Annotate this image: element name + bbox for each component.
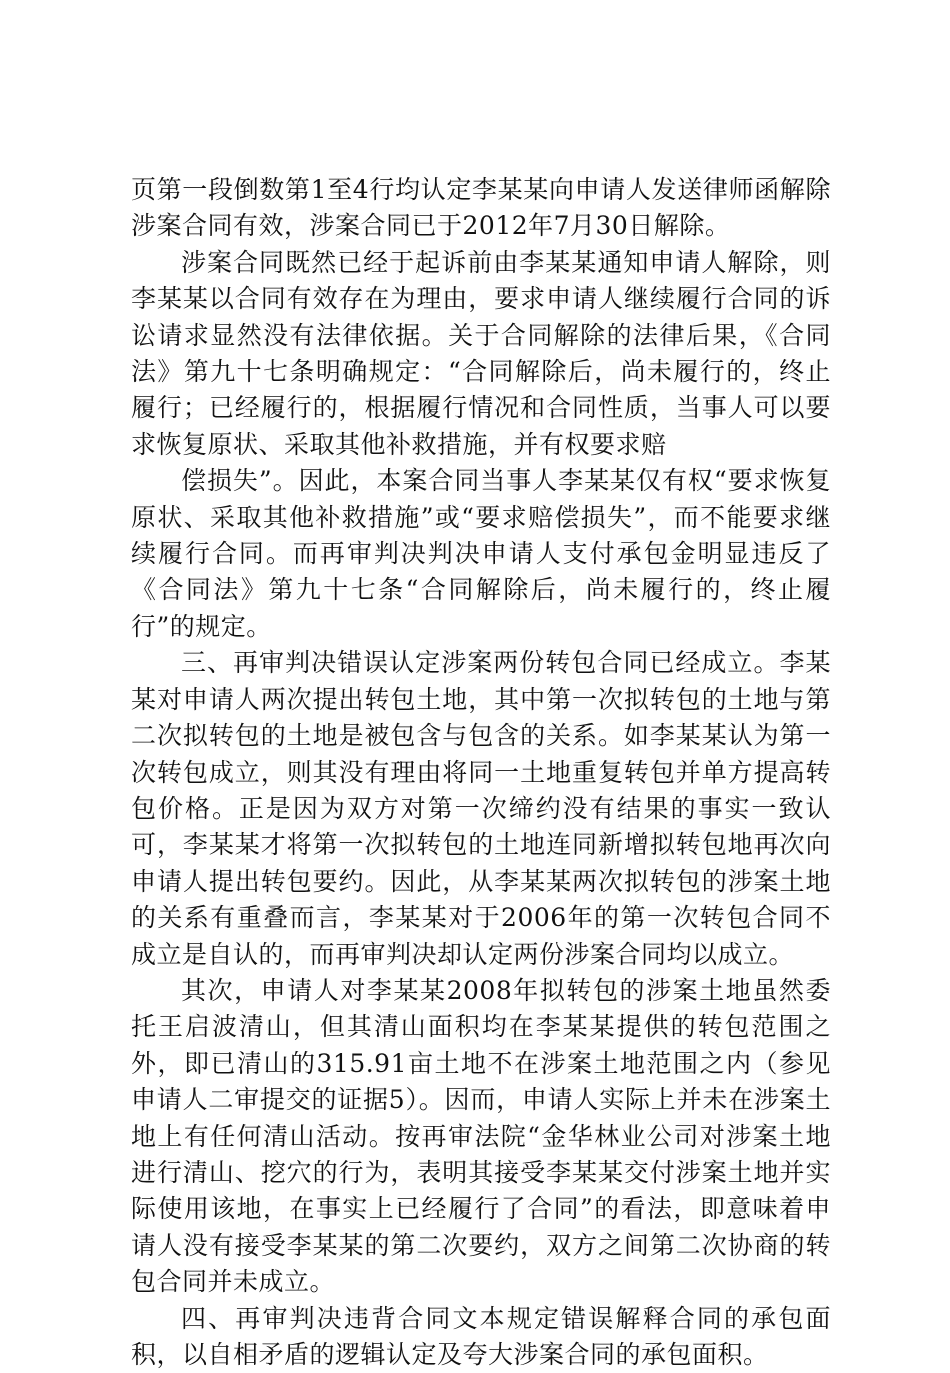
paragraph-damages: 偿损失”。因此，本案合同当事人李某某仅有权“要求恢复原状、采取其他补救措施”或“要求赔偿损失”，而不能要求继续履行合同。而再审判决判决申请人支付承包金明显违反了《合同法》第九十七条“合同解除后，尚未履行的，终止履行”的规定。 [131, 466, 831, 641]
document-body [131, 172, 831, 1373]
paragraph-secondly: 其次，申请人对李某某2008年拟转包的涉案土地虽然委托王启波清山，但其清山面积均在李某某提供的转包范围之外，即已清山的315.91亩土地不在涉案土地范围之内（参见申请人二审提交的证据5）。因而，申请人实际上并未在涉案土地上有任何清山活动。按再审法院“金华林业公司对涉案土地进行清山、挖穴的行为，表明其接受李某某交付涉案土地并实际使用该地，在事实上已经履行了合同”的看法，即意味着申请人没有接受李某某的第二次要约，双方之间第二次协商的转包合同并未成立。 [131, 975, 831, 1297]
paragraph-point-four: 四、再审判决违背合同文本规定错误解释合同的承包面积，以自相矛盾的逻辑认定及夸大涉案合同的承包面积。 [131, 1303, 831, 1369]
paragraph-point-three: 三、再审判决错误认定涉案两份转包合同已经成立。李某某对申请人两次提出转包土地，其中第一次拟转包的土地与第二次拟转包的土地是被包含与包含的关系。如李某某认为第一次转包成立，则其没有理由将同一土地重复转包并单方提高转包价格。正是因为双方对第一次缔约没有结果的事实一致认可，李某某才将第一次拟转包的土地连同新增拟转包地再次向申请人提出转包要约。因此，从李某某两次拟转包的涉案土地的关系有重叠而言，李某某对于2006年的第一次转包合同不成立是自认的，而再审判决却认定两份涉案合同均以成立。 [131, 648, 831, 969]
paragraph-continuation: 页第一段倒数第1至4行均认定李某某向申请人发送律师函解除涉案合同有效，涉案合同已于2012年7月30日解除。 [131, 175, 831, 241]
paragraph-contract-termination: 涉案合同既然已经于起诉前由李某某通知申请人解除，则李某某以合同有效存在为理由，要求申请人继续履行合同的诉讼请求显然没有法律依据。关于合同解除的法律后果，《合同法》第九十七条明确规定：“合同解除后，尚未履行的，终止履行；已经履行的，根据履行情况和合同性质，当事人可以要求恢复原状、采取其他补救措施，并有权要求赔 [131, 247, 831, 459]
